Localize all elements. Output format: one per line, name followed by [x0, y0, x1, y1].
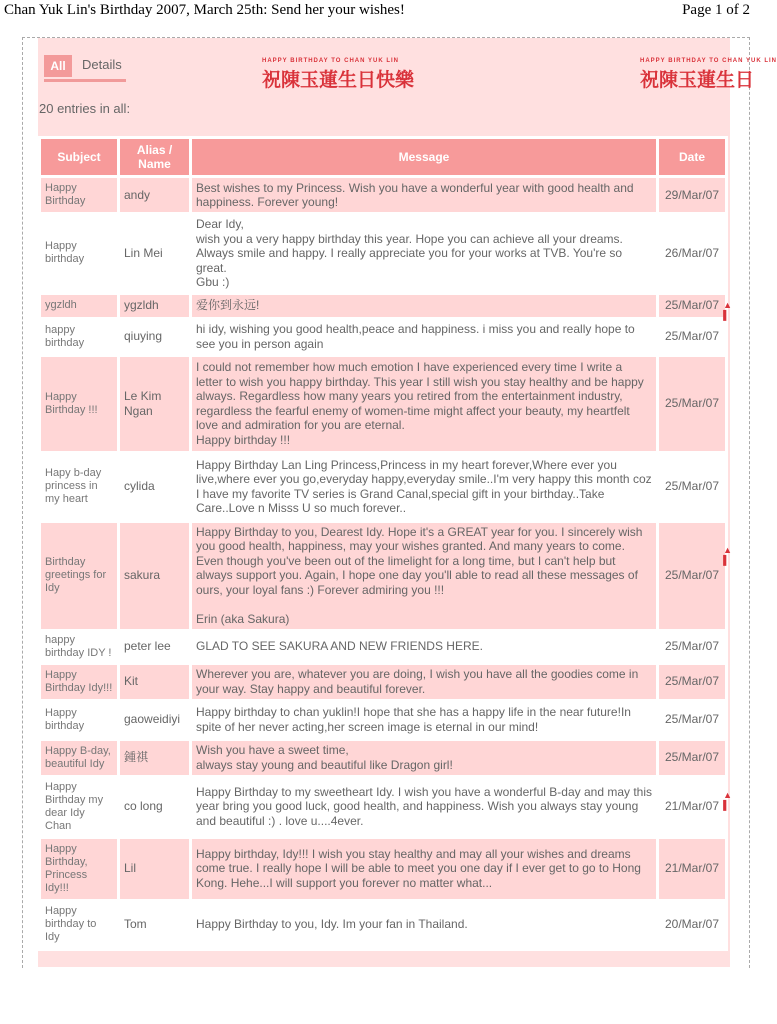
cell-subject: ygzldh	[41, 295, 117, 317]
table-row	[41, 839, 725, 899]
wishes-table	[38, 136, 728, 951]
cell-date: 25/Mar/07	[659, 632, 725, 662]
cell-subject: Happy Birthday, Princess Idy!!!	[41, 839, 117, 899]
tab-all[interactable]: All	[44, 55, 72, 77]
cell-date: 21/Mar/07	[659, 778, 725, 836]
cell-alias: gaoweidiyi	[120, 702, 189, 738]
cell-alias: Tom	[120, 902, 189, 948]
cell-message: Happy Birthday to you, Dearest Idy. Hope it's a GREAT year for you. I sincerely wish you good health, happiness, may your wishes granted. And many years to come. Even though you've been out of the limelight for a long time, but I can't help but always support you. Again, I hope one day you'll able to read all these messages of ours, your loyal fans :) Forever admiring you !!! Erin (aka Sakura)	[192, 523, 656, 629]
page-number: Page 1 of 2	[682, 2, 750, 18]
cell-message: Wherever you are, whatever you are doing, I wish you have all the goodies come in your way. Stay happy and beautiful forever.	[192, 665, 656, 699]
cell-date: 25/Mar/07	[659, 357, 725, 451]
table-row	[41, 523, 725, 629]
cell-alias: Lil	[120, 839, 189, 899]
cell-message: GLAD TO SEE SAKURA AND NEW FRIENDS HERE.	[192, 632, 656, 662]
cell-date: 25/Mar/07	[659, 523, 725, 629]
entries-count: 20 entries in all:	[39, 101, 131, 116]
cell-message: Best wishes to my Princess. Wish you have a wonderful year with good health and happiness. Forever young!	[192, 178, 656, 212]
table-row	[41, 454, 725, 520]
cell-date: 25/Mar/07	[659, 320, 725, 354]
cell-alias: Kit	[120, 665, 189, 699]
cell-message: Dear Idy, wish you a very happy birthday this year. Hope you can achieve all your dreams. Always smile and happy. I really appreciate you for your works at TVB. You're so great. Gbu :)	[192, 215, 656, 292]
cell-subject: happy birthday	[41, 320, 117, 354]
cell-subject: Happy Birthday !!!	[41, 357, 117, 451]
cell-alias: cylida	[120, 454, 189, 520]
table-header-row	[41, 139, 725, 175]
cell-alias: Le Kim Ngan	[120, 357, 189, 451]
banner-fragment: ▲ ▌	[723, 300, 732, 320]
birthday-banner	[262, 58, 414, 92]
cell-date: 26/Mar/07	[659, 215, 725, 292]
cell-subject: Happy Birthday Idy!!!	[41, 665, 117, 699]
cell-date: 25/Mar/07	[659, 454, 725, 520]
view-tabs	[44, 55, 126, 82]
banner-fragment: ▲ ▌	[723, 545, 732, 565]
document-title: Chan Yuk Lin's Birthday 2007, March 25th: Send her your wishes!	[4, 2, 405, 18]
banner-subtitle-repeat: HAPPY BIRTHDAY TO CHAN YUK LIN	[640, 58, 777, 64]
cell-subject: happy birthday IDY !	[41, 632, 117, 662]
print-header	[0, 0, 770, 22]
table-row	[41, 320, 725, 354]
cell-message: I could not remember how much emotion I have experienced every time I write a letter to wish you happy birthday. This year I still wish you stay healthy and be happy always. Regardless how many years you retired from the entertainment industry, regardless the fearful enemy of women-time might affect your beauty, my heartfelt love and admiration for you are eternal. Happy birthday !!!	[192, 357, 656, 451]
cell-alias: Lin Mei	[120, 215, 189, 292]
cell-date: 25/Mar/07	[659, 741, 725, 775]
cell-subject: Happy B-day, beautiful Idy	[41, 741, 117, 775]
column-header-subject[interactable]: Subject	[41, 139, 117, 175]
banner-title-repeat: 祝陳玉蓮生日	[640, 70, 755, 91]
table-row	[41, 178, 725, 212]
table-row	[41, 295, 725, 317]
banner-subtitle: HAPPY BIRTHDAY TO CHAN YUK LIN	[262, 58, 400, 64]
table-body	[41, 178, 725, 948]
cell-date: 25/Mar/07	[659, 295, 725, 317]
table-row	[41, 778, 725, 836]
cell-subject: Birthday greetings for Idy	[41, 523, 117, 629]
cell-date: 29/Mar/07	[659, 178, 725, 212]
cell-date: 21/Mar/07	[659, 839, 725, 899]
cell-message: Happy Birthday Lan Ling Princess,Princess in my heart forever,Where ever you live,where ever you go,everyday happy,everyday smile..I'm very happy this month coz I have my favorite TV series is Grand Canal,special gift in your birthday..Take Care..Love n Misss U so much forever..	[192, 454, 656, 520]
cell-date: 25/Mar/07	[659, 702, 725, 738]
column-header-date[interactable]: Date	[659, 139, 725, 175]
cell-alias: ygzldh	[120, 295, 189, 317]
banner-title: 祝陳玉蓮生日快樂	[262, 70, 415, 91]
table-row	[41, 357, 725, 451]
cell-date: 20/Mar/07	[659, 902, 725, 948]
cell-alias: peter lee	[120, 632, 189, 662]
cell-message: hi idy, wishing you good health,peace and happiness. i miss you and really hope to see you in person again	[192, 320, 656, 354]
table-row	[41, 702, 725, 738]
column-header-alias[interactable]: Alias / Name	[120, 139, 189, 175]
table-row	[41, 665, 725, 699]
cell-subject: Hapy b-day princess in my heart	[41, 454, 117, 520]
table-row	[41, 632, 725, 662]
cell-alias: sakura	[120, 523, 189, 629]
cell-message: Happy Birthday to my sweetheart Idy. I wish you have a wonderful B-day and may this year bring you good luck, good health, and happiness. Wish you always stay young and beautiful :) . love u....4ever.	[192, 778, 656, 836]
cell-subject: Happy birthday to Idy	[41, 902, 117, 948]
table-row	[41, 902, 725, 948]
cell-subject: Happy birthday	[41, 215, 117, 292]
cell-message: Happy birthday, Idy!!! I wish you stay healthy and may all your wishes and dreams come true. I really hope I will be able to meet you one day if I ever get to go to Hong Kong. Hehe...I will support you forever no matter what...	[192, 839, 656, 899]
birthday-banner-repeat	[640, 58, 777, 92]
cell-alias: andy	[120, 178, 189, 212]
cell-message: 爱你到永远!	[192, 295, 656, 317]
column-header-message[interactable]: Message	[192, 139, 656, 175]
cell-alias: 鍾祺	[120, 741, 189, 775]
cell-subject: Happy Birthday my dear Idy Chan	[41, 778, 117, 836]
cell-alias: qiuying	[120, 320, 189, 354]
cell-message: Happy Birthday to you, Idy. Im your fan in Thailand.	[192, 902, 656, 948]
cell-subject: Happy Birthday	[41, 178, 117, 212]
table-row	[41, 215, 725, 292]
banner-fragment: ▲ ▌	[723, 790, 732, 810]
cell-message: Wish you have a sweet time, always stay young and beautiful like Dragon girl!	[192, 741, 656, 775]
cell-date: 25/Mar/07	[659, 665, 725, 699]
tab-details[interactable]: Details	[82, 57, 122, 72]
cell-message: Happy birthday to chan yuklin!I hope that she has a happy life in the near future!In spite of her never acting,her screen image is eternal in our mind!	[192, 702, 656, 738]
table-row	[41, 741, 725, 775]
wishes-table-container	[38, 136, 728, 951]
cell-subject: Happy birthday	[41, 702, 117, 738]
cell-alias: co long	[120, 778, 189, 836]
